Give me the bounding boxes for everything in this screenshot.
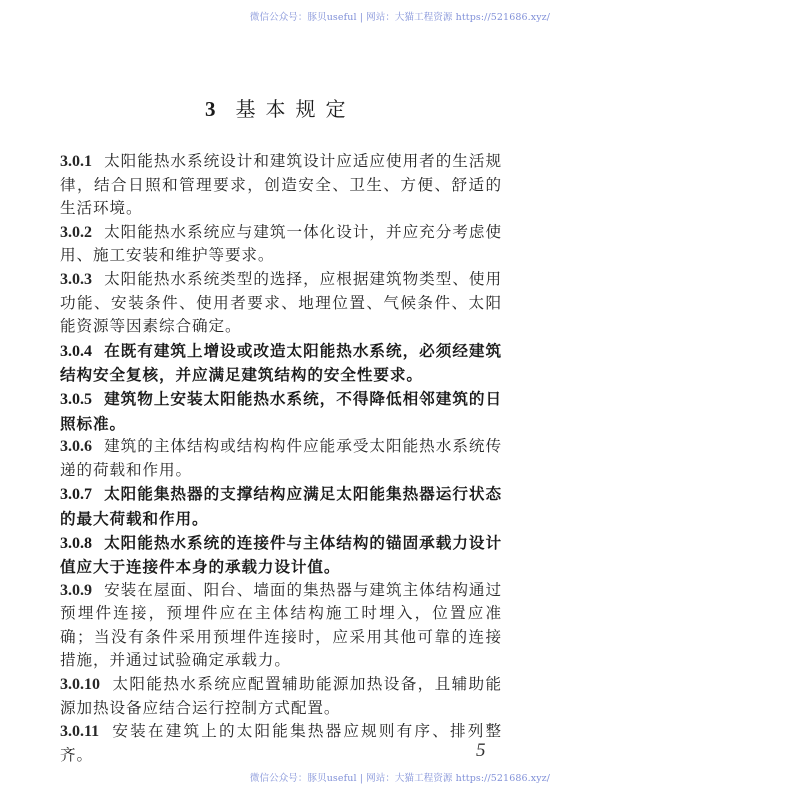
page-number: 5 [476,740,486,761]
clause-3-0-7 [60,482,502,530]
clause-text: 太阳能热水系统设计和建筑设计应适应使用者的生活规律，结合日照和管理要求，创造安全、卫生、方便、舒适的生活环境。 [60,152,502,218]
watermark-bottom: 微信公众号：豚贝useful | 网站：大猫工程资源 https://521686.xyz/ [249,773,551,784]
chapter-title-text: 基本规定 [235,97,356,121]
clause-text: 太阳能热水系统的连接件与主体结构的锚固承载力设计值应大于连接件本身的承载力设计值。 [60,532,502,577]
clause-number: 3.0.6 [60,438,92,456]
clause-number: 3.0.9 [60,581,92,599]
clause-text: 建筑的主体结构或结构构件应能承受太阳能热水系统传递的荷载和作用。 [60,437,502,479]
clause-list [60,150,502,767]
clause-text: 安装在屋面、阳台、墙面的集热器与建筑主体结构通过预埋件连接，预埋件应在主体结构施工时埋入，位置应准确；当没有条件采用预埋件连接时，应采用其他可靠的连接措施，并通过试验确定承载力。 [60,580,502,670]
clause-number: 3.0.3 [60,270,92,288]
clause-3-0-3 [60,268,502,339]
clause-number: 3.0.8 [60,534,92,552]
clause-text: 太阳能集热器的支撑结构应满足太阳能集热器运行状态的最大荷载和作用。 [60,484,502,528]
clause-3-0-2 [60,221,502,268]
clause-number: 3.0.11 [60,723,100,741]
clause-3-0-5 [60,387,502,435]
clause-number: 3.0.1 [60,153,92,170]
clause-number: 3.0.4 [60,342,92,360]
clause-3-0-4 [60,339,502,387]
clause-number: 3.0.7 [60,486,92,504]
chapter-title [205,93,356,122]
clause-text: 在既有建筑上增设或改造太阳能热水系统，必须经建筑结构安全复核，并应满足建筑结构的安全性要求。 [60,340,502,385]
clause-number: 3.0.2 [60,223,92,241]
clause-text: 安装在建筑上的太阳能集热器应规则有序、排列整齐。 [60,722,502,764]
clause-3-0-9 [60,579,502,673]
clause-3-0-11 [60,720,502,767]
clause-3-0-10 [60,673,502,720]
clause-number: 3.0.10 [60,676,100,694]
watermark-top: 微信公众号：豚贝useful | 网站：大猫工程资源 https://521686.xyz/ [249,12,551,23]
clause-text: 太阳能热水系统应与建筑一体化设计，并应充分考虑使用、施工安装和维护等要求。 [60,222,502,265]
chapter-number: 3 [205,97,216,121]
clause-text: 太阳能热水系统应配置辅助能源加热设备，且辅助能源加热设备应结合运行控制方式配置。 [60,675,502,717]
clause-text: 太阳能热水系统类型的选择，应根据建筑物类型、使用功能、安装条件、使用者要求、地理位置、气候条件、太阳能资源等因素综合确定。 [60,269,502,336]
clause-3-0-1 [60,150,502,221]
clause-number: 3.0.5 [60,390,92,408]
clause-3-0-8 [60,531,502,579]
clause-text: 建筑物上安装太阳能热水系统，不得降低相邻建筑的日照标准。 [60,388,502,433]
clause-3-0-6 [60,435,502,482]
